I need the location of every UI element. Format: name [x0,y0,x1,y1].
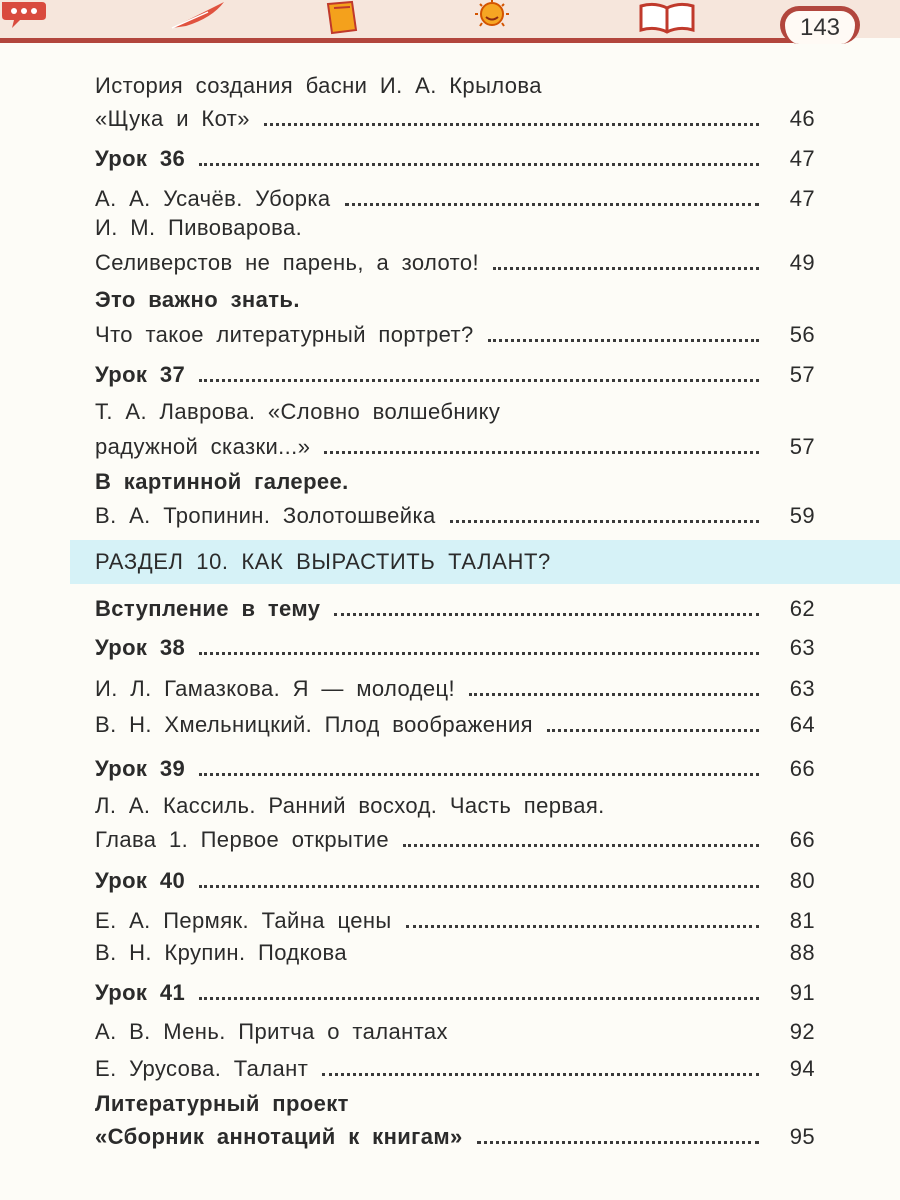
toc-entry-portrait[interactable] [95,316,815,348]
toc-entry-title: Вступление в тему [95,596,321,621]
toc-entry-men[interactable] [95,1013,815,1045]
toc-lesson-38[interactable] [95,629,815,661]
dot-leader [322,1073,759,1076]
toc-entry-title: А. В. Мень. Притча о талантах [95,1019,448,1044]
toc-entry-permyak[interactable] [95,902,815,934]
section-title[interactable]: РАЗДЕЛ 10. КАК ВЫРАСТИТЬ ТАЛАНТ? [95,549,551,574]
toc-project-line1: Литературный проект [95,1091,349,1116]
toc-entry-title: «Сборник аннотаций к книгам» [95,1124,463,1149]
page-ref: 56 [789,322,815,347]
toc-entry-lavrova[interactable] [95,428,815,460]
toc-entry-title: А. А. Усачёв. Уборка [95,186,331,211]
toc-lesson-41[interactable] [95,974,815,1006]
page-ref: 80 [789,868,815,893]
toc-entry-khmelnitsky[interactable] [95,706,815,738]
page-ref: 95 [789,1124,815,1149]
toc-entry-title: Урок 39 [95,756,186,781]
toc-lesson-39[interactable] [95,750,815,782]
page-ref: 64 [789,712,815,737]
dot-leader [493,267,759,270]
page-ref: 47 [789,146,815,171]
page-ref: 81 [789,908,815,933]
toc-entry-usachev[interactable] [95,180,815,212]
dot-leader [199,773,759,776]
toc-entry-tropinin[interactable] [95,497,815,529]
page-ref: 66 [789,827,815,852]
toc-entry-krylov[interactable] [95,100,815,132]
toc-entry-title: Урок 37 [95,362,186,387]
toc-entry-project[interactable] [95,1118,815,1150]
toc-entry-title: Урок 36 [95,146,186,171]
toc-entry-kassil[interactable] [95,821,815,853]
toc-entry-gamazkova[interactable] [95,670,815,702]
toc-entry-title: Е. Урусова. Талант [95,1056,309,1081]
toc-entry-urusova[interactable] [95,1050,815,1082]
dot-leader [199,652,759,655]
dot-leader [264,123,759,126]
toc-entry-pivovarova[interactable] [95,244,815,276]
toc-entry-title: Селиверстов не парень, а золото! [95,250,479,275]
dot-leader [334,613,759,616]
toc-entry-title: Урок 41 [95,980,186,1005]
dot-leader [469,693,759,696]
dot-leader [477,1141,759,1144]
toc-entry-intro[interactable] [95,590,815,622]
dot-leader [547,729,759,732]
page-ref: 92 [789,1019,815,1044]
toc-lesson-36[interactable] [95,140,815,172]
page-ref: 94 [789,1056,815,1081]
page-ref: 57 [789,434,815,459]
page-ref: 57 [789,362,815,387]
dot-leader [199,163,759,166]
dot-leader [406,925,759,928]
toc-entry-kassil-line1: Л. А. Кассиль. Ранний восход. Часть первая. [95,793,605,818]
toc-heading-gallery: В картинной галерее. [95,469,349,494]
dot-leader [450,520,759,523]
dot-leader [462,1036,759,1039]
dot-leader [324,451,759,454]
toc-lesson-37[interactable] [95,356,815,388]
page-ref: 63 [789,635,815,660]
dot-leader [488,339,759,342]
dot-leader [199,379,759,382]
dot-leader [199,997,759,1000]
toc-entry-title: Глава 1. Первое открытие [95,827,390,852]
page-ref: 46 [789,106,815,131]
page-ref: 88 [789,940,815,965]
page-ref: 49 [789,250,815,275]
toc-entry-krupin[interactable] [95,934,815,966]
dot-leader [345,203,759,206]
page-ref: 66 [789,756,815,781]
toc-entry-title: Е. А. Пермяк. Тайна цены [95,908,392,933]
page-ref: 62 [789,596,815,621]
toc-entry-title: Урок 40 [95,868,186,893]
page-ref: 63 [789,676,815,701]
toc-heading-important: Это важно знать. [95,287,300,312]
page-number: 143 [780,6,860,44]
dot-leader [403,844,759,847]
toc-entry-title: В. А. Тропинин. Золотошвейка [95,503,436,528]
toc-entry-title: В. Н. Крупин. Подкова [95,940,347,965]
page-ref: 59 [789,503,815,528]
page-ref: 47 [789,186,815,211]
toc-entry-title: «Щука и Кот» [95,106,250,131]
toc-entry-title: В. Н. Хмельницкий. Плод воображения [95,712,533,737]
toc-entry-title: Что такое литературный портрет? [95,322,474,347]
page-ref: 91 [789,980,815,1005]
toc-entry-pivovarova-line1: И. М. Пивоварова. [95,215,303,240]
toc-entry-title: И. Л. Гамазкова. Я — молодец! [95,676,456,701]
toc-entry-title: Урок 38 [95,635,186,660]
dot-leader [199,885,759,888]
toc-lesson-40[interactable] [95,862,815,894]
toc-entry-krylov-line1: История создания басни И. А. Крылова [95,73,542,98]
toc-entry-title: радужной сказки...» [95,434,311,459]
toc-entry-lavrova-line1: Т. А. Лаврова. «Словно волшебнику [95,399,501,424]
dot-leader [361,957,759,960]
